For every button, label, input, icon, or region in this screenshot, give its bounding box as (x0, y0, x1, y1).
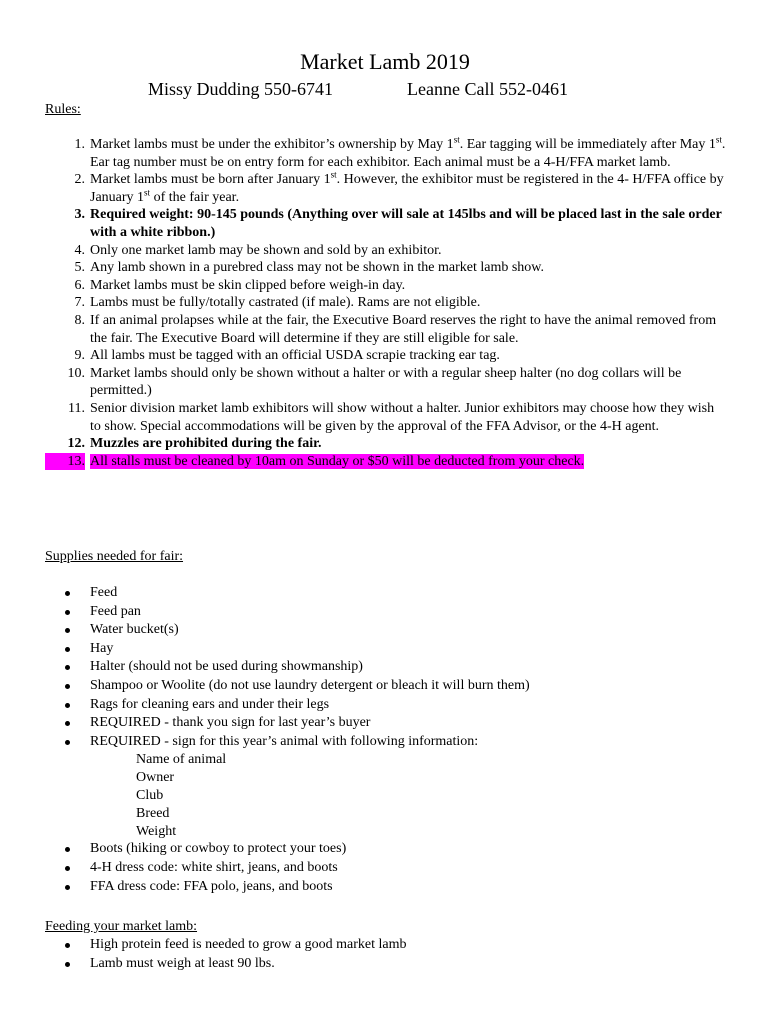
rule-number: 4. (74, 242, 85, 258)
sign-info-list (90, 751, 740, 840)
rule-number: 8. (74, 312, 85, 328)
rule-number: 2. (74, 172, 85, 188)
rule-number: 12. (67, 436, 85, 452)
rules-heading: Rules: (45, 102, 81, 117)
rule-number: 11. (68, 400, 85, 416)
rule-item (0, 242, 740, 260)
bullet-icon (65, 684, 70, 689)
bullet-icon (65, 962, 70, 967)
rule-number: 9. (74, 348, 85, 364)
supply-item: Water bucket(s) (0, 621, 740, 640)
rule-text: Lambs must be fully/totally castrated (if male). Rams are not eligible. (90, 295, 481, 311)
rule-number: 7. (74, 295, 85, 311)
rule-item (0, 277, 740, 295)
supply-item: FFA dress code: FFA polo, jeans, and boots (0, 878, 740, 897)
bullet-icon (65, 721, 70, 726)
rule-text: Market lambs should only be shown without a halter or with a regular sheep halter (no dog collars will be permitted.) (90, 365, 682, 399)
sign-info-item: Club (136, 787, 164, 803)
rule-text: If an animal prolapses while at the fair, the Executive Board reserves the right to have the animal removed from the fair. The Executive Board will determine if they are still eligible for sale. (90, 312, 717, 346)
bullet-icon (65, 740, 70, 745)
rule-text: Market lambs must be born after January 1st. However, the exhibitor must be registered in the 4- H/FFA office by January 1st of the fair year. (90, 169, 724, 205)
rule-item (0, 136, 740, 171)
rule-text (90, 453, 726, 471)
supply-item: Rags for cleaning ears and under their legs (0, 696, 740, 715)
supply-item: Feed pan (0, 603, 740, 622)
bullet-icon (65, 628, 70, 633)
bullet-icon (65, 885, 70, 890)
bullet-icon (65, 610, 70, 615)
rule-item (0, 400, 740, 435)
feeding-item: High protein feed is needed to grow a good market lamb (0, 936, 740, 955)
rule-number: 1. (74, 137, 85, 152)
rule-item (0, 312, 740, 347)
supply-item: Hay (0, 640, 740, 659)
feeding-item: Lamb must weigh at least 90 lbs. (0, 955, 740, 974)
rule-item-highlighted (0, 453, 740, 471)
rule-number: 6. (74, 277, 85, 293)
rule-item (0, 365, 740, 400)
supplies-heading: Supplies needed for fair: (45, 549, 184, 564)
bullet-icon (65, 591, 70, 596)
supply-item: REQUIRED - thank you sign for last year’s buyer (0, 714, 740, 733)
sign-info-item: Owner (136, 770, 175, 786)
supply-item: REQUIRED - sign for this year’s animal with following information: Name of animal Owner Club Breed Weight (0, 733, 740, 841)
rule-item (0, 259, 740, 277)
page-title: Market Lamb 2019 (300, 49, 470, 74)
rule-text: Muzzles are prohibited during the fair. (90, 436, 322, 452)
bullet-icon (65, 866, 70, 871)
rule-number: 13. (45, 453, 85, 471)
supply-item: Halter (should not be used during showmanship) (0, 658, 740, 677)
bullet-icon (65, 647, 70, 652)
bullet-icon (65, 665, 70, 670)
rule-item (0, 171, 740, 206)
supply-item: Feed (0, 584, 740, 603)
supply-item: 4-H dress code: white shirt, jeans, and boots (0, 859, 740, 878)
rule-text: Only one market lamb may be shown and sold by an exhibitor. (90, 242, 442, 258)
rule-text: Required weight: 90-145 pounds (Anything over will sale at 145lbs and will be placed last in the sale order with a white ribbon.) (90, 207, 722, 240)
rule-text: All lambs must be tagged with an official USDA scrapie tracking ear tag. (90, 348, 500, 364)
rule-number: 5. (74, 260, 85, 276)
supplies-list (0, 584, 740, 896)
supply-item: Shampoo or Woolite (do not use laundry detergent or bleach it will burn them) (0, 677, 740, 696)
rule-text: Market lambs must be under the exhibitor’s ownership by May 1st. Ear tagging will be immediately after May 1st. Ear tag number must be on entry form for each exhibitor. Each animal must be a 4-H/FFA market lamb. (90, 134, 726, 170)
rule-item (0, 294, 740, 312)
rule-item (0, 206, 740, 241)
rule-item (0, 347, 740, 365)
rule-text: Senior division market lamb exhibitors will show without a halter. Junior exhibitors may choose how they wish to show. Special accommodations will be given by the approval of the FFA Advisor, or the 4-H agent. (90, 400, 715, 434)
highlighted-text: All stalls must be cleaned by 10am on Sunday or $50 will be deducted from your check. (90, 453, 585, 469)
rule-text: Any lamb shown in a purebred class may not be shown in the market lamb show. (90, 260, 545, 276)
rules-list (0, 136, 740, 470)
sign-info-item: Breed (136, 805, 170, 821)
rule-text: Market lambs must be skin clipped before weigh-in day. (90, 277, 406, 293)
sign-info-item: Weight (136, 823, 177, 839)
sign-info-item: Name of animal (136, 752, 227, 768)
feeding-heading: Feeding your market lamb: (45, 919, 198, 934)
rule-item (0, 435, 740, 453)
rule-number: 10. (67, 365, 85, 381)
supply-item: Boots (hiking or cowboy to protect your toes) (0, 840, 740, 859)
feeding-list (0, 936, 740, 973)
rule-number: 3. (74, 207, 85, 223)
contact-leanne: Leanne Call 552-0461 (407, 79, 568, 99)
contact-missy: Missy Dudding 550-6741 (148, 79, 334, 99)
bullet-icon (65, 847, 70, 852)
bullet-icon (65, 943, 70, 948)
bullet-icon (65, 703, 70, 708)
